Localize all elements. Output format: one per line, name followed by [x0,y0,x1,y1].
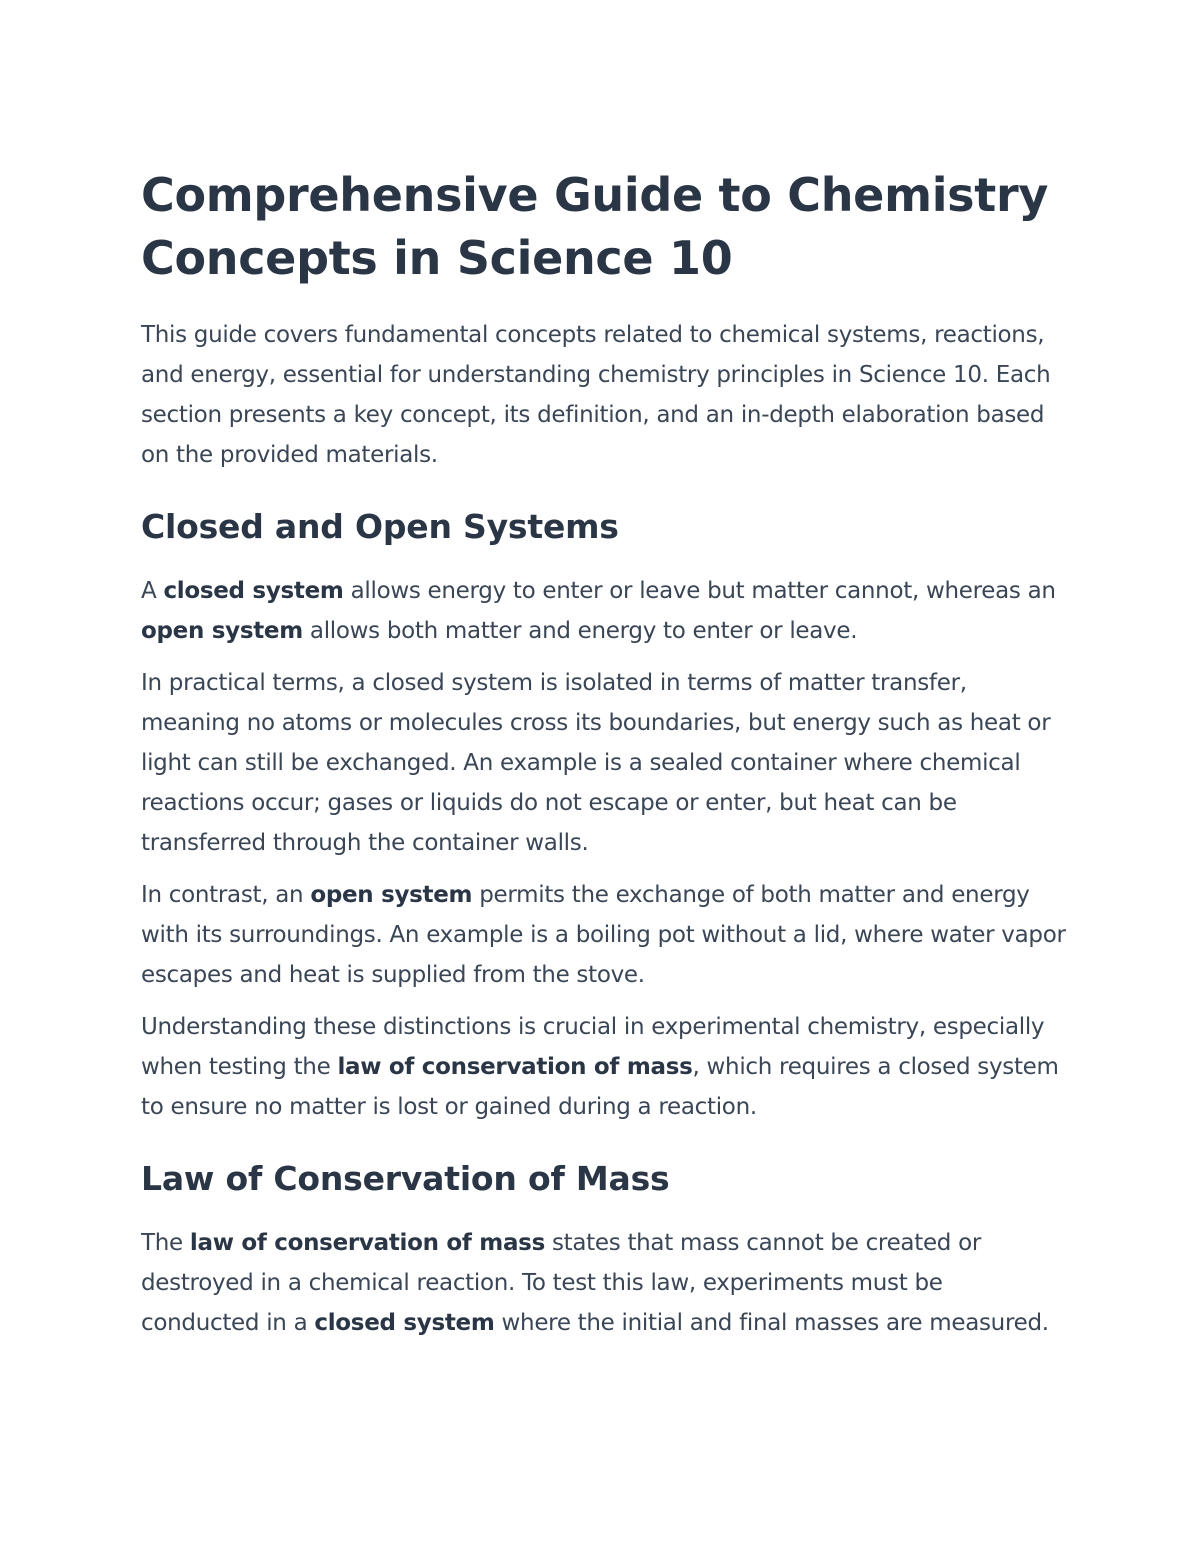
bold-term-conservation-of-mass: law of conservation of mass [337,1054,693,1080]
bold-term-open-system: open system [310,882,473,908]
text-run: , which requires a closed system to ensure no matter is lost or gained during a reaction. [141,1054,1059,1120]
open-system-paragraph [141,875,1066,995]
systems-definition-paragraph [141,571,1066,651]
text-run: A [141,578,164,604]
bold-term-open-system: open system [141,618,303,644]
text-run: The [141,1230,190,1256]
bold-term-conservation-of-mass: law of conservation of mass [189,1230,545,1256]
text-run: allows both matter and energy to enter or leave. [302,618,858,644]
section-heading-conservation-of-mass: Law of Conservation of Mass [141,1159,670,1198]
bold-term-closed-system: closed system [314,1310,495,1336]
text-run: where the initial and final masses are measured. [494,1310,1049,1336]
text-run: In contrast, an [141,882,311,908]
text-run: states that mass cannot be created or destroyed in a chemical reaction. To test this law, experiments must be conducted in a [141,1230,982,1336]
page-title: Comprehensive Guide to Chemistry Concepts in Science 10 [141,168,1049,285]
text-run: allows energy to enter or leave but matter cannot, whereas an [343,578,1056,604]
section-heading-closed-open-systems: Closed and Open Systems [141,507,619,546]
distinctions-paragraph [141,1007,1066,1127]
bold-term-closed-system: closed system [163,578,344,604]
conservation-law-paragraph [141,1223,1066,1343]
intro-paragraph: This guide covers fundamental concepts related to chemical systems, reactions, and energy, essential for understanding chemistry principles in Science 10. Each section presents a key concept, its definition, and an in-depth elaboration based on the provided materials. [141,322,1051,468]
closed-system-paragraph: In practical terms, a closed system is isolated in terms of matter transfer, meaning no atoms or molecules cross its boundaries, but energy such as heat or light can still be exchanged. An example is a sealed container where chemical reactions occur; gases or liquids do not escape or enter, but heat can be transferred through the container walls. [141,670,1051,856]
text-run: Understanding these distinctions is crucial in experimental chemistry, especially when testing the [141,1014,1045,1080]
document-page [141,164,1066,1343]
text-run: permits the exchange of both matter and energy with its surroundings. An example is a boiling pot without a lid, where water vapor escapes and heat is supplied from the stove. [141,882,1066,988]
